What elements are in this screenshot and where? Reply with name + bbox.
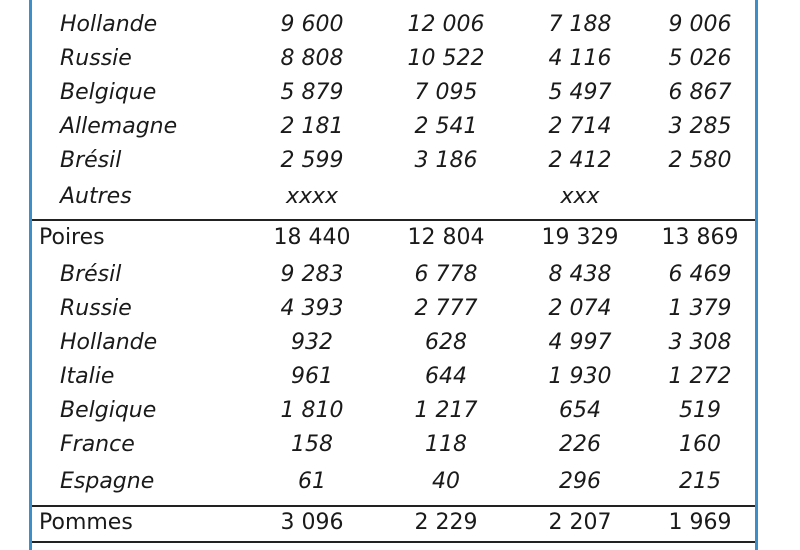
value-cell: 6 778 — [414, 262, 478, 287]
value-cell: 1 810 — [280, 398, 344, 423]
value-cell: 2 714 — [548, 114, 612, 139]
row-label: Belgique — [60, 80, 157, 105]
value-cell: 5 026 — [668, 46, 732, 71]
section-divider — [32, 541, 755, 543]
row-label: Hollande — [60, 12, 158, 37]
value-cell: 226 — [559, 432, 601, 457]
value-cell: 9 600 — [280, 12, 344, 37]
value-cell: 160 — [679, 432, 721, 457]
value-cell: 118 — [425, 432, 467, 457]
table-row — [32, 326, 755, 360]
table-row — [32, 76, 755, 110]
value-cell: 1 379 — [668, 296, 732, 321]
row-label: Belgique — [60, 398, 157, 423]
value-cell: 2 229 — [414, 510, 478, 535]
row-label: Brésil — [60, 262, 122, 287]
value-cell: 3 186 — [414, 148, 478, 173]
value-cell: 654 — [559, 398, 601, 423]
value-cell: 296 — [559, 469, 601, 494]
group-label: Poires — [39, 225, 105, 250]
value-cell: 932 — [291, 330, 333, 355]
row-label: Italie — [60, 364, 115, 389]
value-cell: 2 412 — [548, 148, 612, 173]
value-cell: 2 181 — [280, 114, 344, 139]
group-row — [32, 506, 755, 540]
value-cell: 4 393 — [280, 296, 344, 321]
value-cell: 1 930 — [548, 364, 612, 389]
value-cell: 9 283 — [280, 262, 344, 287]
table-row — [32, 110, 755, 144]
table-row — [32, 42, 755, 76]
row-label: Hollande — [60, 330, 158, 355]
row-label: Brésil — [60, 148, 122, 173]
table-row — [32, 428, 755, 462]
row-label: Russie — [60, 46, 132, 71]
value-cell: 5 879 — [280, 80, 344, 105]
value-cell: 2 207 — [548, 510, 612, 535]
table-row — [32, 8, 755, 42]
row-label: Allemagne — [60, 114, 178, 139]
value-cell: 19 329 — [541, 225, 619, 250]
value-cell: 4 997 — [548, 330, 612, 355]
value-cell: 3 096 — [280, 510, 344, 535]
value-cell: 158 — [291, 432, 333, 457]
value-cell: 961 — [291, 364, 333, 389]
value-cell: 8 808 — [280, 46, 344, 71]
value-cell: 6 469 — [668, 262, 732, 287]
value-cell: 6 867 — [668, 80, 732, 105]
table-row — [32, 394, 755, 428]
value-cell: 18 440 — [273, 225, 351, 250]
value-cell: 1 969 — [668, 510, 732, 535]
row-label: France — [60, 432, 135, 457]
value-cell: 215 — [679, 469, 721, 494]
row-label: Autres — [60, 184, 132, 209]
table-row — [32, 360, 755, 394]
value-cell: 2 074 — [548, 296, 612, 321]
value-cell: 3 285 — [668, 114, 732, 139]
table-row — [32, 292, 755, 326]
value-cell: 2 580 — [668, 148, 732, 173]
value-cell: 12 804 — [407, 225, 485, 250]
value-cell: 13 869 — [661, 225, 739, 250]
row-label: Espagne — [60, 469, 155, 494]
value-cell: 9 006 — [668, 12, 732, 37]
value-cell: 4 116 — [548, 46, 612, 71]
value-cell — [386, 180, 506, 214]
value-cell: 2 541 — [414, 114, 478, 139]
value-cell: 3 308 — [668, 330, 732, 355]
value-cell: 644 — [425, 364, 467, 389]
group-row — [32, 221, 755, 255]
value-cell — [640, 180, 760, 214]
value-cell: 2 777 — [414, 296, 478, 321]
row-label: Russie — [60, 296, 132, 321]
table-row — [32, 258, 755, 292]
table-row — [32, 144, 755, 178]
value-cell: 7 188 — [548, 12, 612, 37]
value-cell: 1 217 — [414, 398, 478, 423]
value-cell: 5 497 — [548, 80, 612, 105]
value-cell: 8 438 — [548, 262, 612, 287]
value-cell: 2 599 — [280, 148, 344, 173]
value-cell: xxxx — [285, 184, 339, 209]
group-label: Pommes — [39, 510, 133, 535]
value-cell: xxx — [560, 184, 600, 209]
value-cell: 519 — [679, 398, 721, 423]
value-cell: 61 — [298, 469, 326, 494]
value-cell: 628 — [425, 330, 467, 355]
value-cell: 7 095 — [414, 80, 478, 105]
table-row — [32, 465, 755, 499]
table-row — [32, 180, 755, 214]
value-cell: 10 522 — [407, 46, 485, 71]
value-cell: 1 272 — [668, 364, 732, 389]
value-cell: 12 006 — [407, 12, 485, 37]
value-cell: 40 — [432, 469, 460, 494]
